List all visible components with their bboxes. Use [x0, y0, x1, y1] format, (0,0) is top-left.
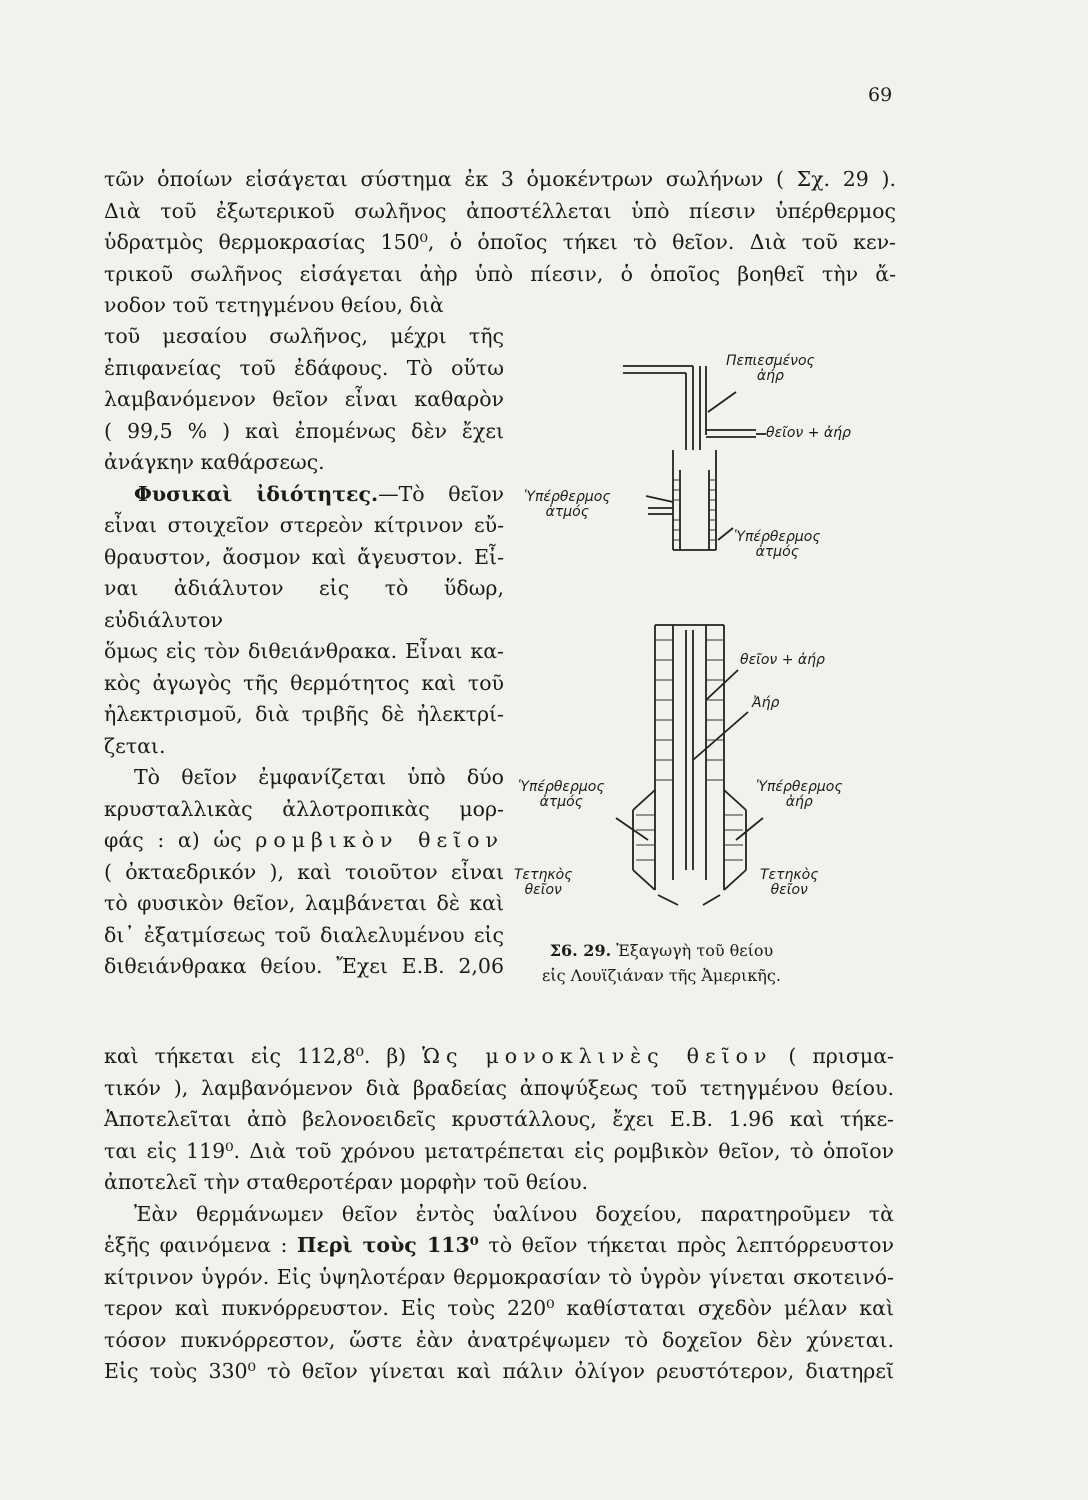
text-line: Ἀποτελεῖται ἀπὸ βελονοειδεῖς κρυστάλλους, ἔχει Ε.Β. 1.96 καὶ τήκε- [104, 1107, 894, 1131]
text-line: τικόν ), λαμβανόμενον διὰ βραδείας ἀποψύξεως τοῦ τετηγμένου θείου. [104, 1075, 894, 1100]
label-air: Ἀήρ [752, 695, 780, 711]
text-line: ἀνάγκην καθάρσεως. [104, 450, 325, 474]
text-line: τῶν ὁποίων εἰσάγεται σύστημα ἐκ 3 ὁμοκέντρων σωλήνων ( Σχ. 29 ). [104, 167, 896, 191]
label-sulfur-air-top: θεῖον + ἀήρ [766, 425, 851, 441]
text-line: δι᾽ ἐξατμίσεως τοῦ διαλελυμένου εἰς [104, 922, 504, 947]
text-fragment: ἑξῆς φαινόμενα : [104, 1233, 288, 1257]
text-line: Ἐὰν θερμάνωμεν θεῖον ἐντὸς ὑαλίνου δοχείου, παρατηροῦμεν τὰ [134, 1201, 894, 1226]
text-line: κίτρινον ὑγρόν. Εἰς ὑψηλοτέραν θερμοκρασίαν τὸ ὑγρὸν γίνεται σκοτεινό- [104, 1264, 894, 1289]
page-number: 69 [868, 84, 893, 106]
text-line [104, 825, 504, 857]
text-fragment: τὸ θεῖον τήκεται πρὸς λεπτόρρευστον [488, 1233, 894, 1257]
caption-label: Σ6. 29. [549, 941, 612, 960]
text-line: τρικοῦ σωλῆνος εἰσάγεται ἀὴρ ὑπὸ πίεσιν, ὁ ὁποῖος βοηθεῖ τὴν ἄ- [104, 261, 896, 286]
section-heading: Φυσικαὶ ἰδιότητες. [134, 481, 379, 506]
text-line: κὸς ἀγωγὸς τῆς θερμότητος καὶ τοῦ [104, 670, 504, 695]
text-line: Τὸ θεῖον ἐμφανίζεται ὑπὸ δύο [134, 765, 504, 789]
text-line: ἠλεκτρισμοῦ, διὰ τριβῆς δὲ ἠλεκτρί- [104, 702, 504, 726]
text-line: ( ὀκταεδρικόν ), καὶ τοιοῦτον εἶναι [104, 859, 504, 884]
text-line: ἐπιφανείας τοῦ ἐδάφους. Τὸ οὕτω [104, 355, 504, 380]
text-line: ( 99,5 % ) καὶ ἐπομένως δὲν ἔχει [104, 418, 504, 443]
label-sulfur-air-mid: θεῖον + ἀήρ [740, 652, 825, 668]
label-steam-right-top: Ὑπέρθερμος ἀτμός [734, 529, 821, 560]
caption-line [542, 938, 781, 963]
text-bottom [104, 1041, 894, 1388]
text-fragment: φάς : α) ὡς [104, 828, 242, 852]
text-line: λαμβανόμενον θεῖον εἶναι καθαρὸν [104, 387, 504, 411]
text-line: τὸ φυσικὸν θεῖον, λαμβάνεται δὲ καὶ [104, 891, 504, 915]
text-fragment: —Τὸ θεῖον [378, 481, 505, 506]
text-line: ὑδρατμὸς θερμοκρασίας 150⁰, ὁ ὁποῖος τήκει τὸ θεῖον. Διὰ τοῦ κεν- [104, 230, 896, 254]
text-top [104, 164, 896, 322]
figure-caption [542, 938, 781, 988]
caption-line: εἰς Λουϊζιάναν τῆς Ἀμερικῆς. [542, 966, 781, 985]
text-line: θραυστον, ἄοσμον καὶ ἄγευστον. Εἶ- [104, 544, 504, 569]
spaced-term: ρομβικὸν θεῖον [255, 828, 504, 852]
text-line [104, 479, 504, 511]
label-compressed-air: Πεπιεσμένος ἀήρ [726, 353, 815, 384]
text-line: ζεται. [104, 733, 166, 758]
text-line: εἶναι στοιχεῖον στερεὸν κίτρινον εὔ- [104, 513, 504, 537]
text-line: ναι ἀδιάλυτον εἰς τὸ ὕδωρ, εὐδιάλυτον [104, 576, 504, 632]
text-line: ὅμως εἰς τὸν διθειάνθρακα. Εἶναι κα- [104, 639, 504, 663]
text-line: τερον καὶ πυκνόρρευστον. Εἰς τοὺς 220⁰ καθίσταται σχεδὸν μέλαν καὶ [104, 1296, 894, 1320]
figure-sulfur-extraction [508, 340, 888, 1000]
text-fragment: ( πρισμα- [788, 1044, 894, 1068]
text-fragment: καὶ τήκεται εἰς 112,8⁰. β) [104, 1044, 407, 1068]
text-line: νοδον τοῦ τετηγμένου θείου, διὰ [104, 293, 444, 317]
text-line: κρυσταλλικὰς ἀλλοτροπικὰς μορ- [104, 796, 504, 821]
caption-text: Ἐξαγωγὴ τοῦ θείου [616, 941, 774, 960]
text-line: ται εἰς 119⁰. Διὰ τοῦ χρόνου μετατρέπεται εἰς ρομβικὸν θεῖον, τὸ ὁποῖον [104, 1138, 894, 1163]
text-line: τοῦ μεσαίου σωλῆνος, μέχρι τῆς [104, 324, 504, 348]
text-line [104, 1041, 894, 1073]
text-line: τόσον πυκνόρρεστον, ὥστε ἐὰν ἀνατρέψωμεν τὸ δοχεῖον δὲν χύνεται. [104, 1327, 894, 1352]
text-left-column [104, 321, 504, 983]
label-steam-left-bottom: Ὑπέρθερμος ἀτμός [518, 779, 605, 810]
label-superheated-air-right: Ὑπέρθερμος ἀήρ [756, 779, 843, 810]
text-line [104, 1230, 894, 1262]
bold-term: Περὶ τοὺς 113⁰ [297, 1233, 479, 1257]
text-line: Διὰ τοῦ ἐξωτερικοῦ σωλῆνος ἀποστέλλεται ὑπὸ πίεσιν ὑπέρθερμος [104, 198, 896, 223]
text-line: Εἰς τοὺς 330⁰ τὸ θεῖον γίνεται καὶ πάλιν ὀλίγον ρευστότερον, διατηρεῖ [104, 1359, 894, 1383]
label-steam-left-top: Ὑπέρθερμος ἀτμός [524, 489, 611, 520]
text-line: διθειάνθρακα θείου. Ἔχει Ε.Β. 2,06 [104, 954, 504, 978]
label-molten-right: Τετηκὸς θεῖον [760, 867, 819, 898]
label-molten-left: Τετηκὸς θεῖον [514, 867, 573, 898]
text-line: ἀποτελεῖ τὴν σταθεροτέραν μορφὴν τοῦ θείου. [104, 1170, 589, 1194]
spaced-term: Ὡς μονοκλινὲς θεῖον [422, 1044, 773, 1068]
